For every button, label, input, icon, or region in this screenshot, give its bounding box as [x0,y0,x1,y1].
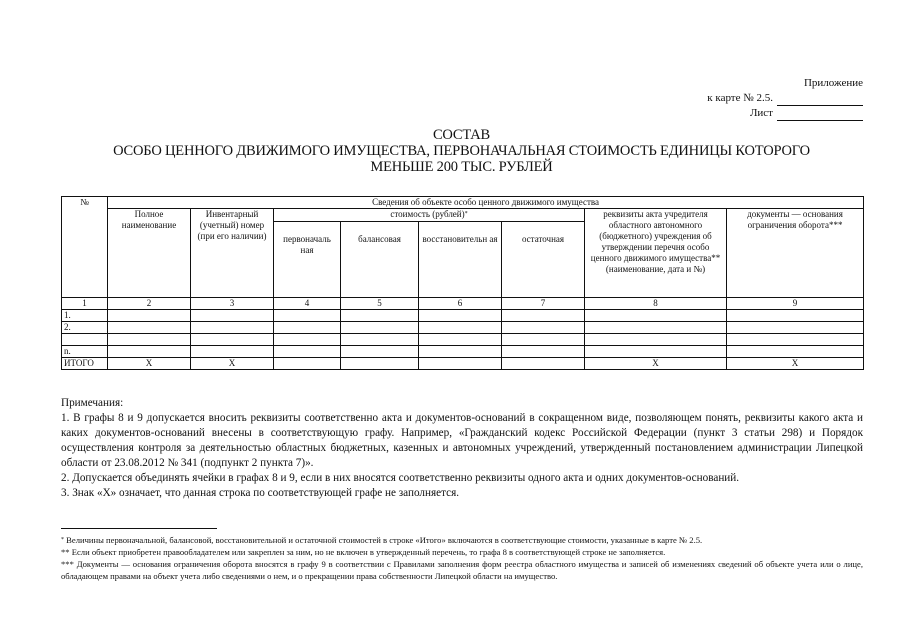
column-number: 5 [341,298,419,310]
footnotes-section [61,534,863,582]
appendix-label: Приложение [803,77,863,89]
footnote-2: ** Если объект приобретен правообладателем или закреплен за ним, но не включен в утвержденный перечень, то графа 8 в соответствующей строке не заполняется. [61,547,666,557]
card-reference: к карте № 2.5. [707,92,773,104]
column-number: 1 [62,298,108,310]
row-label: 1. [62,310,108,322]
card-reference-row [643,91,863,106]
footnote-divider [61,528,217,529]
row-label: n. [62,346,108,358]
column-number: 7 [502,298,585,310]
column-number-row [62,298,864,310]
column-number: 3 [191,298,274,310]
property-table [61,196,864,370]
table-row [62,322,864,334]
total-row [62,358,864,370]
title-line-1: СОСТАВ [432,127,491,143]
appendix-block [643,76,863,121]
not-filled-mark: X [191,358,274,370]
footnote-1 [61,534,863,546]
header-balance-cost: балансовая [341,222,419,298]
header-act-details: реквизиты акта учредителя областного автономного (бюджетного) учреждения об утверждении перечня особо ценного движимого имущества** (наименование, дата и №) [585,209,727,298]
title-line-3: МЕНЬШЕ 200 ТЫС. РУБЛЕЙ [370,159,553,175]
header-cost-label: стоимость (рублей) [390,209,465,219]
header-restoration-cost: восстановительн ая [419,222,502,298]
table-row [62,346,864,358]
note-2: 2. Допускается объединять ячейки в графах 8 и 9, если в них вносятся соответственно реквизиты одного акта и одних документов-оснований. [61,472,740,484]
not-filled-mark: X [727,358,864,370]
header-cost [274,209,585,222]
column-number: 8 [585,298,727,310]
notes-heading: Примечания: [61,397,124,409]
row-label: 2. [62,322,108,334]
column-number: 4 [274,298,341,310]
note-1: 1. В графы 8 и 9 допускается вносить реквизиты соответственно акта и документов-оснований в сокращенном виде, позволяющем понять, реквизиты какого акта и каких документов-оснований внесены в соответствующую графу. Например, «Гражданский кодекс Российской Федерации (пункт 3 статьи 298) и Порядок осуществления контроля за деятельностью областных бюджетных, казенных и автономных учреждений, утвержденный постановлением администрации Липецкой области от 23.08.2012 № 341 (подпункт 2 пункта 7)». [61,412,863,469]
header-cost-footnote-mark: * [464,211,468,217]
table-row [62,334,864,346]
table-row [62,310,864,322]
header-full-name: Полное наименование [108,209,191,298]
not-filled-mark: X [585,358,727,370]
column-number: 9 [727,298,864,310]
document-title [60,127,863,175]
footnote-1-mark: * [61,537,64,543]
sheet-label: Лист [749,107,773,119]
header-property-info: Сведения об объекте особо ценного движимого имущества [108,197,864,209]
column-number: 2 [108,298,191,310]
notes-section [61,396,863,501]
column-number: 6 [419,298,502,310]
header-inventory-number: Инвентарный (учетный) номер (при его наличии) [191,209,274,298]
footnote-3: *** Документы — основания ограничения оборота вносятся в графу 9 в соответствии с Правилами заполнения форм реестра областного имущества и записей об изменениях сведений об объекте учета или о лице, обладающем правами на объект учета либо сведениями о нем, и о прекращении права собственности Липецкой области на имущество. [61,559,863,581]
footnote-1-text: Величины первоначальной, балансовой, восстановительной и остаточной стоимостей в строке «Итого» включаются в соответствующие стоимости, указанные в карте № 2.5. [66,535,703,545]
header-restriction-documents: документы — основания ограничения оборота*** [727,209,864,298]
total-label: ИТОГО [62,358,108,370]
header-initial-cost: первоначаль ная [274,222,341,298]
title-line-2: ОСОБО ЦЕННОГО ДВИЖИМОГО ИМУЩЕСТВА, ПЕРВОНАЧАЛЬНАЯ СТОИМОСТЬ ЕДИНИЦЫ КОТОРОГО [113,143,810,159]
sheet-row [643,106,863,121]
card-number-line [777,93,863,106]
header-number: № [62,197,108,298]
note-3: 3. Знак «Х» означает, что данная строка по соответствующей графе не заполняется. [61,487,460,499]
not-filled-mark: X [108,358,191,370]
row-label [62,334,108,346]
header-residual-cost: остаточная [502,222,585,298]
sheet-number-line [777,108,863,121]
